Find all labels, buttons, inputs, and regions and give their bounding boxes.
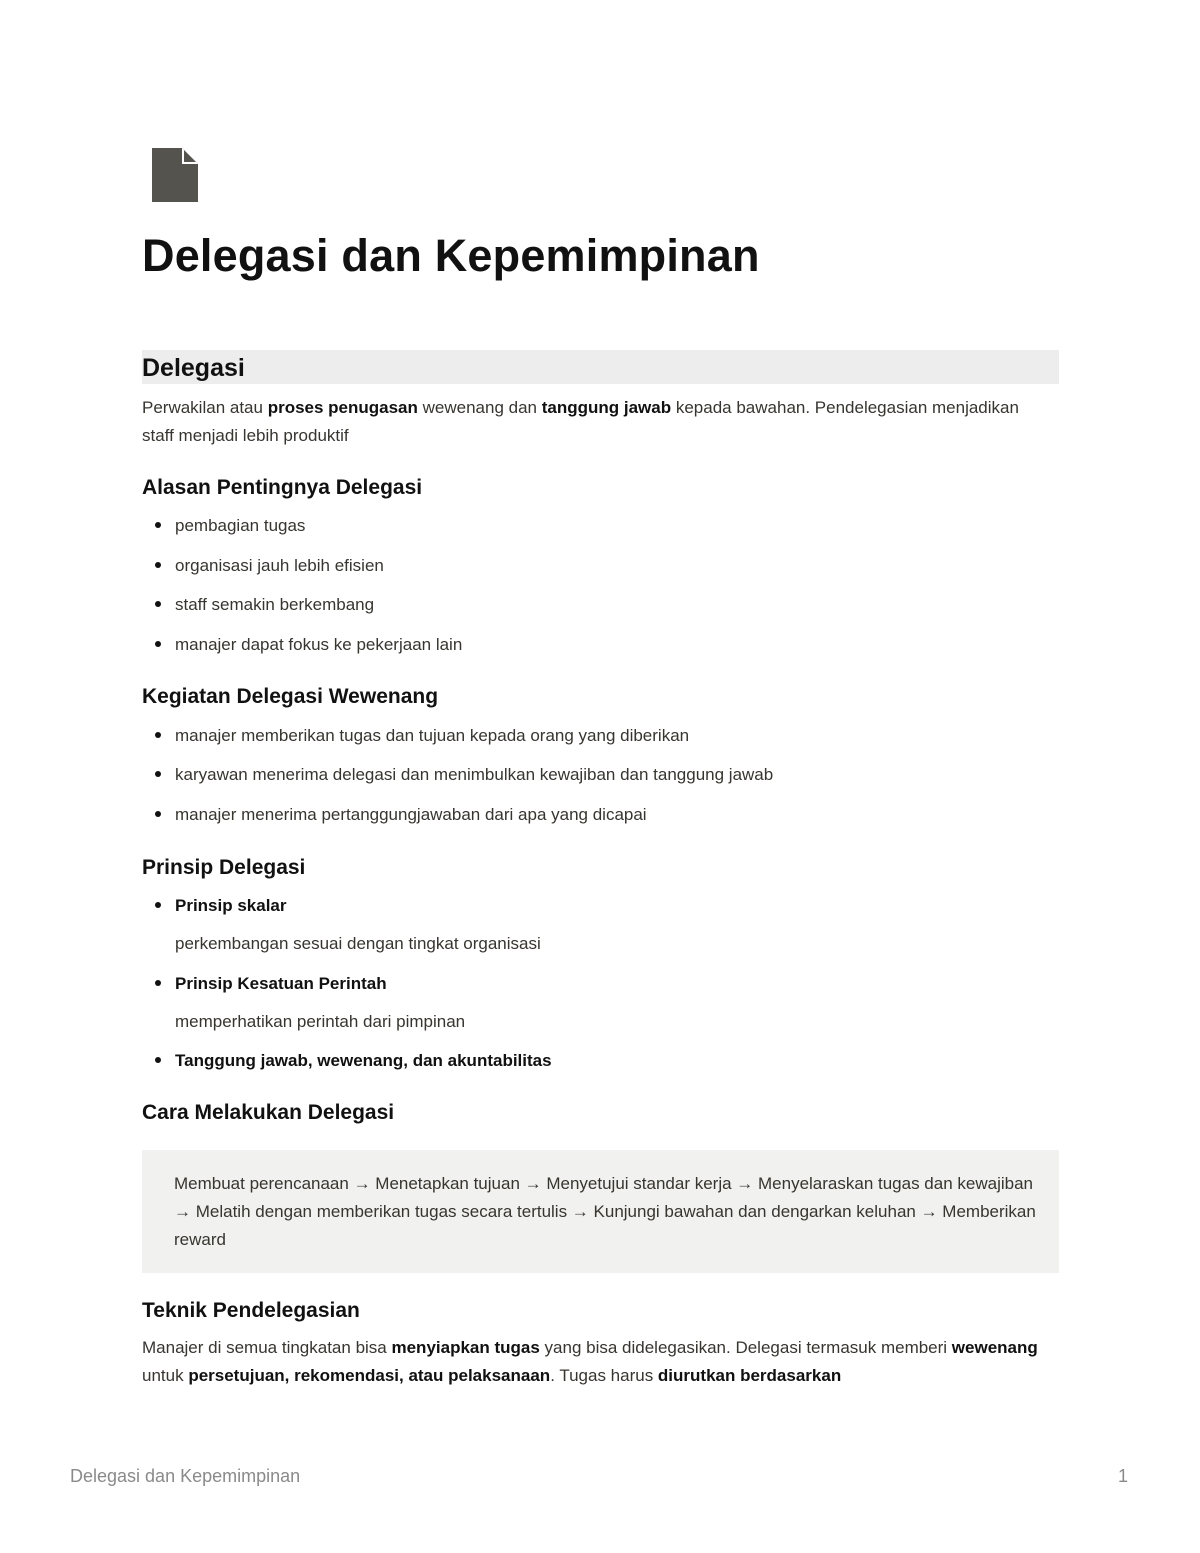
text-run: kepada bawahan. Pendelegasian menjadikan staff menjadi lebih produktif xyxy=(142,398,1019,445)
bullet-icon xyxy=(155,980,161,986)
bold-text: diurutkan berdasarkan xyxy=(657,1366,842,1385)
text-run: . Tugas harus xyxy=(550,1366,658,1385)
list-item-description: perkembangan sesuai dengan tingkat organisasi xyxy=(175,934,541,953)
intro-paragraph xyxy=(142,394,1042,450)
heading-cara: Cara Melakukan Delegasi xyxy=(142,1101,395,1124)
list-item: staff semakin berkembang xyxy=(155,594,374,616)
list-item: karyawan menerima delegasi dan menimbulkan kewajiban dan tanggung jawab xyxy=(155,764,773,786)
heading-prinsip: Prinsip Delegasi xyxy=(142,856,306,879)
bold-text: wewenang xyxy=(951,1338,1038,1357)
bold-text: tanggung jawab xyxy=(541,398,672,417)
bullet-icon xyxy=(155,732,161,738)
footer-title: Delegasi dan Kepemimpinan xyxy=(70,1466,301,1486)
list-item: organisasi jauh lebih efisien xyxy=(155,555,384,577)
text-run: untuk xyxy=(142,1366,189,1385)
page-title: Delegasi dan Kepemimpinan xyxy=(142,230,760,281)
bullet-icon xyxy=(155,641,161,647)
heading-kegiatan: Kegiatan Delegasi Wewenang xyxy=(142,685,439,708)
text-run: yang bisa didelegasikan. Delegasi termasuk memberi xyxy=(539,1338,952,1357)
bullet-icon xyxy=(155,1057,161,1063)
teknik-paragraph xyxy=(142,1334,1042,1390)
bold-text: persetujuan, rekomendasi, atau pelaksanaan xyxy=(188,1366,551,1385)
text-run: wewenang dan xyxy=(417,398,542,417)
list-item: Prinsip skalar xyxy=(155,895,287,917)
page-number: 1 xyxy=(1117,1466,1128,1486)
bullet-icon xyxy=(155,771,161,777)
list-item: manajer dapat fokus ke pekerjaan lain xyxy=(155,634,462,656)
bullet-icon xyxy=(155,902,161,908)
bullet-icon xyxy=(155,601,161,607)
bullet-icon xyxy=(155,562,161,568)
text-run: Manajer di semua tingkatan bisa xyxy=(142,1338,392,1357)
bold-text: proses penugasan xyxy=(267,398,418,417)
text-run: Perwakilan atau xyxy=(142,398,268,417)
heading-teknik: Teknik Pendelegasian xyxy=(142,1299,360,1322)
section-heading-delegasi: Delegasi xyxy=(142,350,1059,384)
list-item-description: memperhatikan perintah dari pimpinan xyxy=(175,1012,466,1031)
list-item: manajer menerima pertanggungjawaban dari apa yang dicapai xyxy=(155,804,647,826)
heading-alasan: Alasan Pentingnya Delegasi xyxy=(142,476,423,499)
list-item: Tanggung jawab, wewenang, dan akuntabilitas xyxy=(155,1050,552,1072)
document-icon xyxy=(152,148,198,202)
bullet-icon xyxy=(155,522,161,528)
list-item: pembagian tugas xyxy=(155,515,305,537)
bullet-icon xyxy=(155,811,161,817)
bold-text: menyiapkan tugas xyxy=(391,1338,540,1357)
list-item: Prinsip Kesatuan Perintah xyxy=(155,973,387,995)
list-item: manajer memberikan tugas dan tujuan kepada orang yang diberikan xyxy=(155,725,689,747)
callout-box: Membuat perencanaan → Menetapkan tujuan → Menyetujui standar kerja → Menyelaraskan tugas dan kewajiban → Melatih dengan memberikan tugas secara tertulis → Kunjungi bawahan dan dengarkan keluhan → Memberikan reward xyxy=(142,1150,1059,1273)
